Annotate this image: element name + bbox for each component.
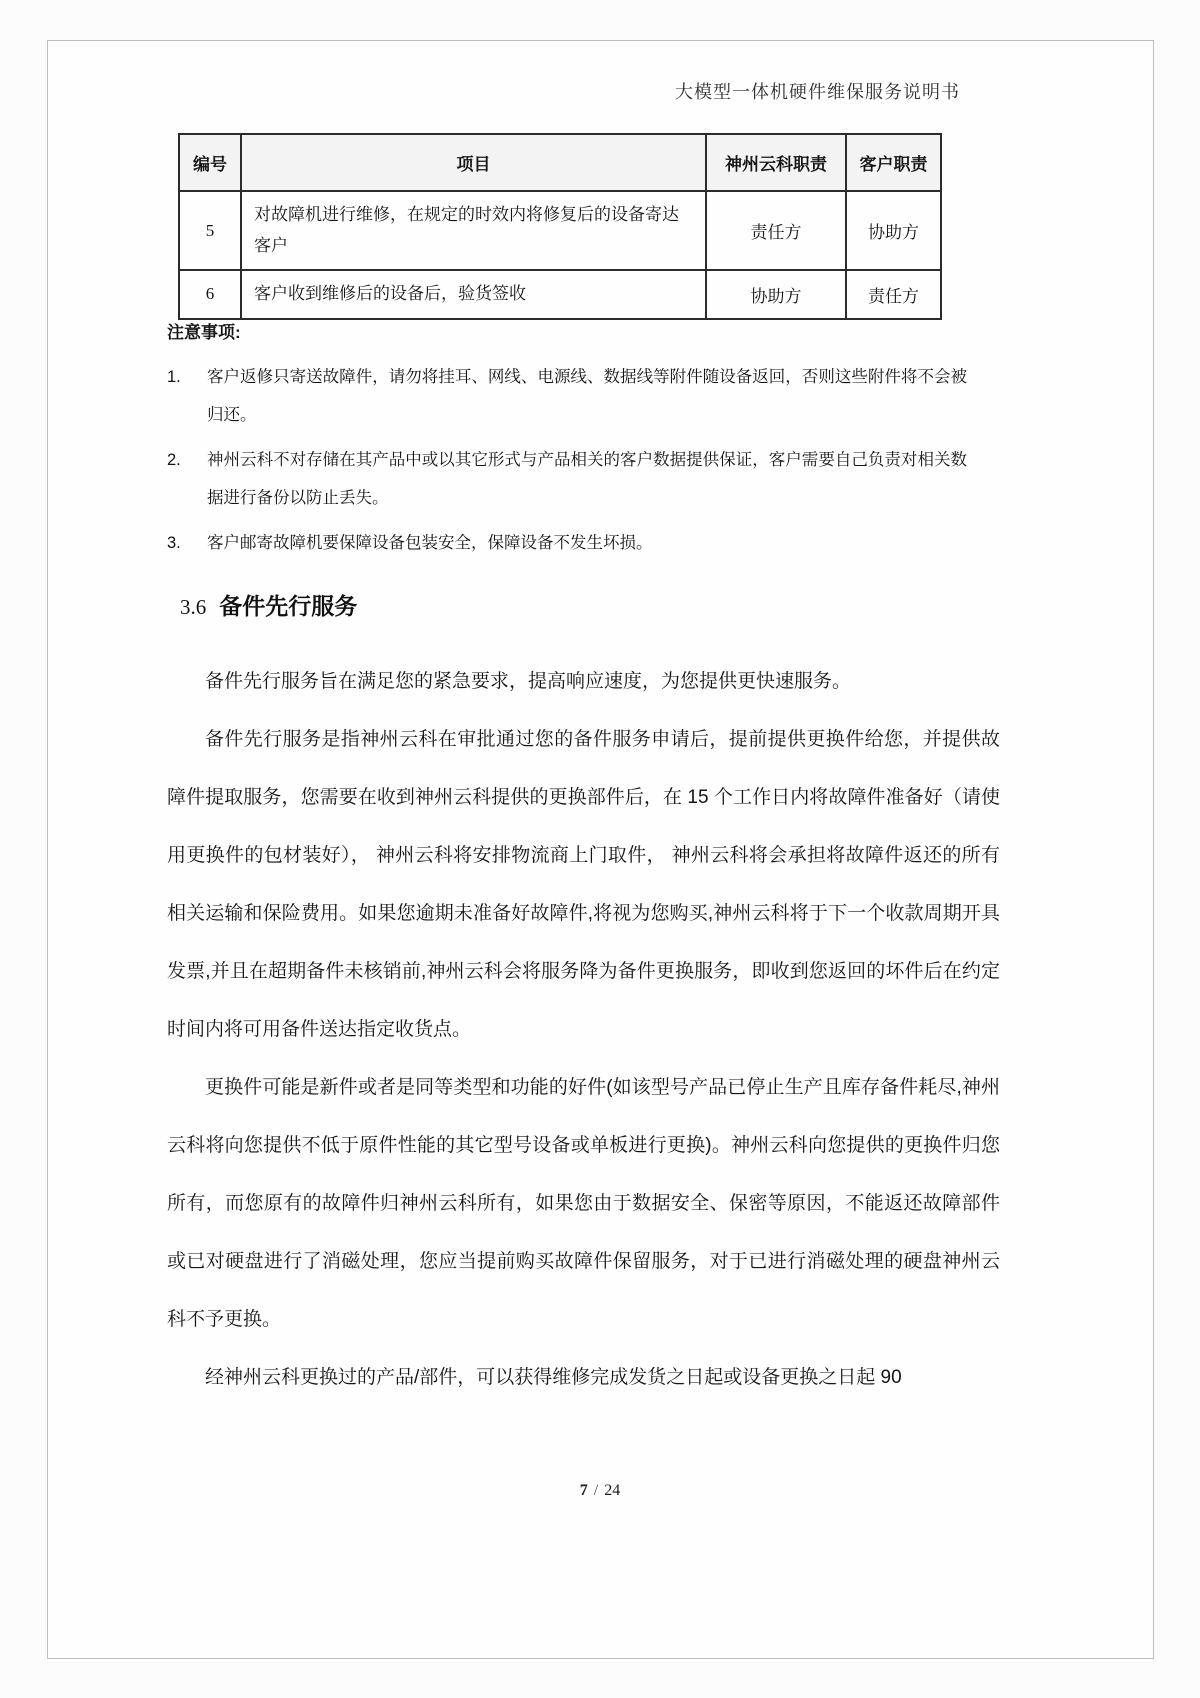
section-title: 备件先行服务 bbox=[219, 593, 358, 619]
notes-section bbox=[167, 318, 967, 569]
list-item bbox=[167, 441, 967, 517]
paragraph: 经神州云科更换过的产品/部件，可以获得维修完成发货之日起或设备更换之日起 90 bbox=[205, 1367, 902, 1388]
list-item bbox=[167, 524, 967, 562]
column-header-vendor: 神州云科职责 bbox=[706, 134, 846, 191]
cell-customer: 协助方 bbox=[846, 191, 941, 270]
section-number: 3.6 bbox=[180, 595, 207, 619]
column-header-no: 编号 bbox=[179, 134, 241, 191]
cell-vendor: 责任方 bbox=[706, 191, 846, 270]
column-header-customer: 客户职责 bbox=[846, 134, 941, 191]
list-item bbox=[167, 358, 967, 434]
list-item-marker: 1. bbox=[167, 368, 181, 386]
table-row bbox=[179, 270, 941, 319]
list-item-text: 客户邮寄故障机要保障设备包装安全，保障设备不发生坏损。 bbox=[207, 534, 653, 552]
section-body bbox=[167, 653, 1000, 1407]
column-header-item: 项目 bbox=[241, 134, 706, 191]
responsibility-table bbox=[178, 133, 942, 320]
list-item-text: 神州云科不对存储在其产品中或以其它形式与产品相关的客户数据提供保证，客户需要自己负责对相关数据进行备份以防止丢失。 bbox=[207, 451, 967, 507]
page-number-current: 7 bbox=[579, 1482, 588, 1499]
paragraph: 备件先行服务旨在满足您的紧急要求，提高响应速度，为您提供更快速服务。 bbox=[205, 671, 852, 692]
list-item-marker: 2. bbox=[167, 451, 181, 469]
table-header-row bbox=[179, 134, 941, 191]
page-footer bbox=[0, 1482, 1200, 1500]
section-heading bbox=[180, 588, 357, 621]
cell-vendor: 协助方 bbox=[706, 270, 846, 319]
page-number-separator: / bbox=[593, 1482, 599, 1499]
paragraph: 更换件可能是新件或者是同等类型和功能的好件(如该型号产品已停止生产且库存备件耗尽,神州云科将向您提供不低于原件性能的其它型号设备或单板进行更换)。神州云科向您提供的更换件归您所有，而您原有的故障件归神州云科所有，如果您由于数据安全、保密等原因，不能返还故障部件或已对硬盘进行了消磁处理，您应当提前购买故障件保留服务，对于已进行消磁处理的硬盘神州云科不予更换。 bbox=[167, 1077, 1000, 1330]
cell-customer: 责任方 bbox=[846, 270, 941, 319]
table-row bbox=[179, 191, 941, 270]
cell-item: 对故障机进行维修，在规定的时效内将修复后的设备寄达客户 bbox=[241, 191, 706, 270]
list-item-marker: 3. bbox=[167, 534, 181, 552]
cell-no: 5 bbox=[179, 191, 241, 270]
notes-title: 注意事项: bbox=[167, 323, 241, 342]
page-header-title: 大模型一体机硬件维保服务说明书 bbox=[675, 82, 960, 102]
list-item-text: 客户返修只寄送故障件，请勿将挂耳、网线、电源线、数据线等附件随设备返回，否则这些附件将不会被归还。 bbox=[207, 368, 967, 424]
cell-no: 6 bbox=[179, 270, 241, 319]
paragraph: 备件先行服务是指神州云科在审批通过您的备件服务申请后，提前提供更换件给您，并提供故障件提取服务，您需要在收到神州云科提供的更换部件后，在 15 个工作日内将故障件准备好（请使用更换件的包材装好）， 神州云科将安排物流商上门取件， 神州云科将会承担将故障件返还的所有相关运输和保险费用。如果您逾期未准备好故障件,将视为您购买,神州云科将于下一个收款周期开具发票,并且在超期备件未核销前,神州云科会将服务降为备件更换服务，即收到您返回的坏件后在约定时间内将可用备件送达指定收货点。 bbox=[167, 729, 1000, 1040]
page-number-total: 24 bbox=[604, 1482, 621, 1499]
cell-item: 客户收到维修后的设备后，验货签收 bbox=[241, 270, 706, 319]
